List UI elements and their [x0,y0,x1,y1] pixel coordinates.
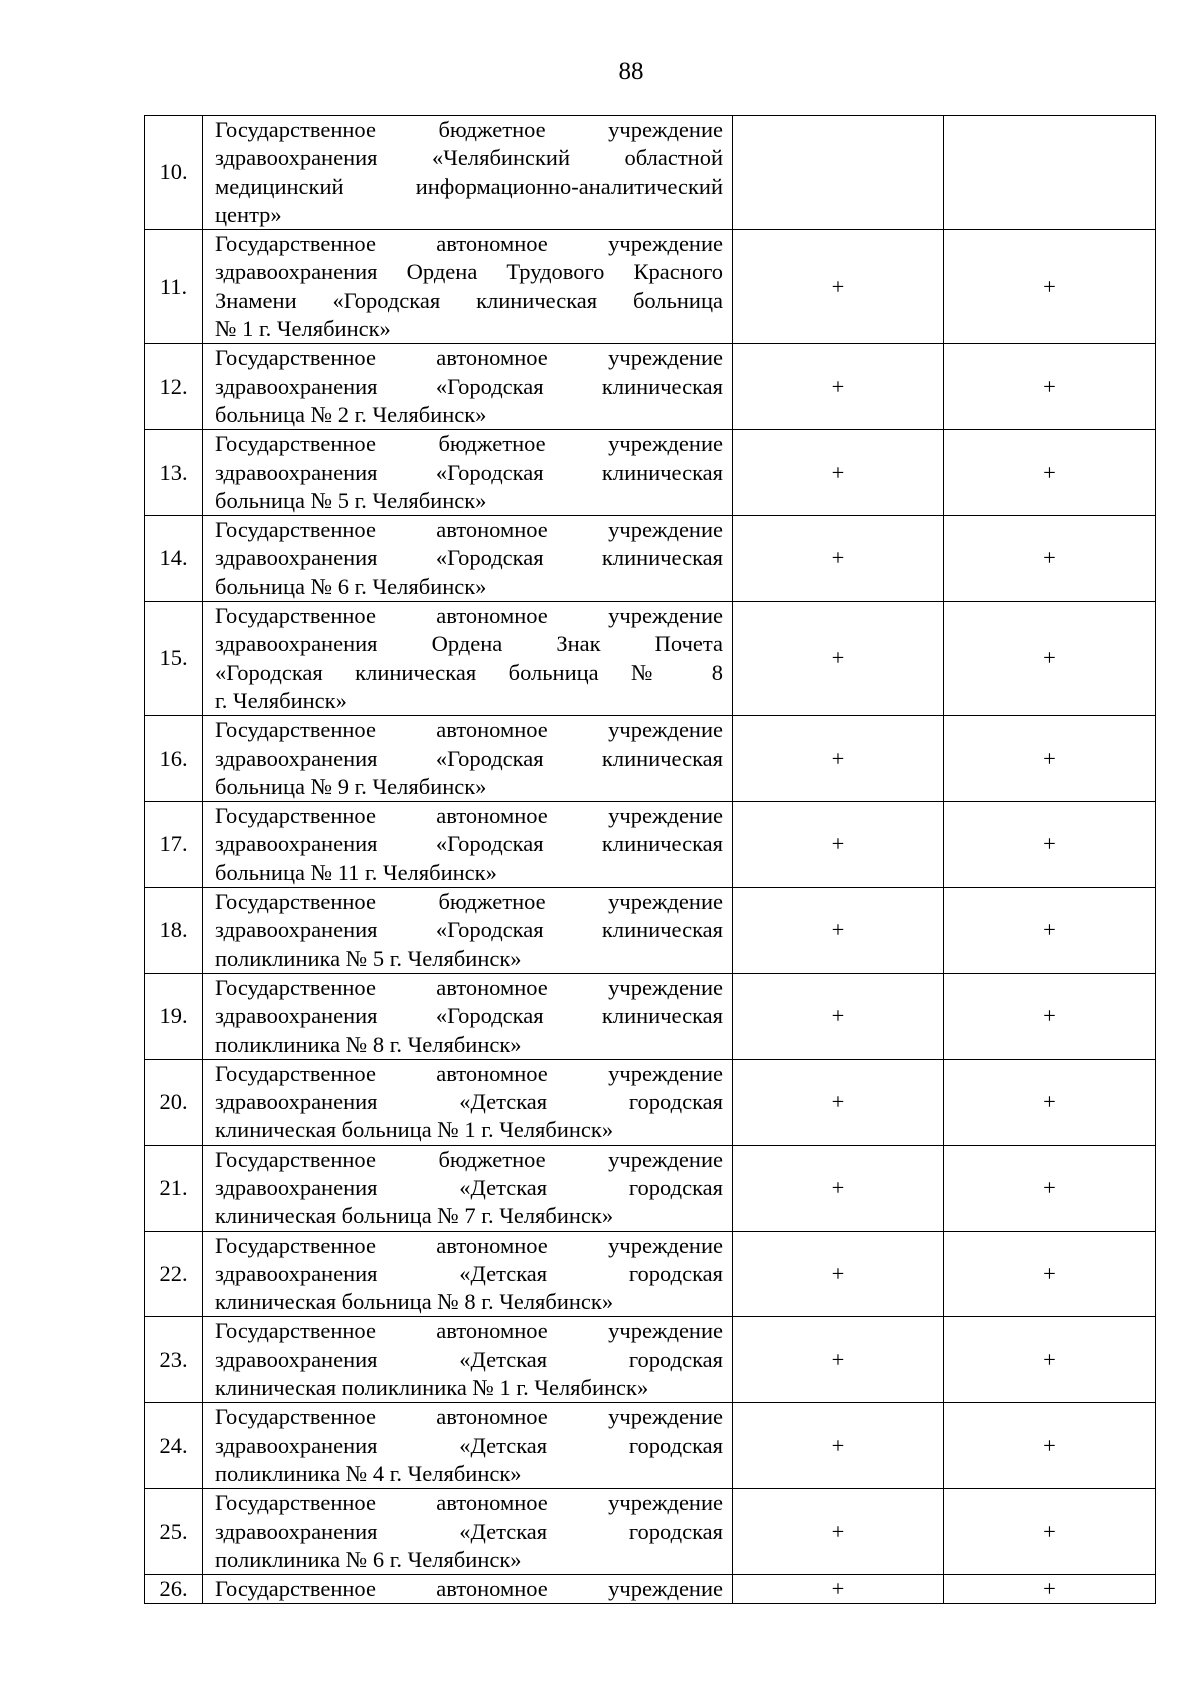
table-row [145,1059,1156,1145]
mark-column-a: + [733,888,944,974]
mark-column-b: + [944,716,1156,802]
row-number: 21. [145,1145,203,1231]
institution-name [203,344,733,430]
mark-column-b: + [944,516,1156,602]
institution-name-line: г. Челябинск» [215,687,347,713]
mark-column-b: + [944,602,1156,716]
mark-column-b: + [944,1145,1156,1231]
institution-name-line: Государственное бюджетное учреждение [215,117,723,142]
institution-name [203,716,733,802]
table-row [145,1145,1156,1231]
mark-column-a: + [733,430,944,516]
mark-column-a: + [733,230,944,344]
institution-name-line: больница № 9 г. Челябинск» [215,773,487,799]
institution-name-line: медицинский информационно-аналитический [215,173,723,199]
table-row [145,602,1156,716]
table-row [145,1489,1156,1575]
institution-name-line: больница № 11 г. Челябинск» [215,859,497,885]
institution-name [203,1489,733,1575]
table-row [145,802,1156,888]
institution-name-line: Государственное автономное учреждение [215,717,723,743]
mark-column-a: + [733,1145,944,1231]
table-row [145,973,1156,1059]
table-row [145,344,1156,430]
institution-name [203,602,733,716]
institution-name-line: Государственное автономное учреждение [215,1060,723,1086]
institution-name [203,1231,733,1317]
institution-name-line: больница № 5 г. Челябинск» [215,487,487,513]
institution-name-line: здравоохранения «Городская клиническая [215,373,723,399]
institution-name-line: Государственное автономное учреждение [215,1404,723,1430]
institution-name [203,1145,733,1231]
institution-name-line: здравоохранения «Городская клиническая [215,1003,723,1029]
institution-name-line: здравоохранения Ордена Трудового Красного [215,259,723,285]
mark-column-b: + [944,1575,1156,1604]
institution-name-line: больница № 6 г. Челябинск» [215,573,487,599]
mark-column-a: + [733,516,944,602]
institution-name [203,230,733,344]
institution-name-line: здравоохранения «Детская городская [215,1346,723,1372]
table-row [145,430,1156,516]
institution-name-line: Государственное автономное учреждение [215,517,723,543]
institution-name-line: Государственное автономное учреждение [215,1576,723,1602]
institution-name-line: клиническая больница № 7 г. Челябинск» [215,1203,614,1229]
institution-name [203,802,733,888]
mark-column-b: + [944,1231,1156,1317]
institution-name [203,1403,733,1489]
row-number: 14. [145,516,203,602]
mark-column-b: + [944,973,1156,1059]
institution-name-line: здравоохранения «Городская клиническая [215,459,723,485]
institution-name-line: Государственное автономное учреждение [215,603,723,629]
row-number: 19. [145,973,203,1059]
institution-name-line: здравоохранения «Городская клиническая [215,745,723,771]
institution-name-line: клиническая больница № 1 г. Челябинск» [215,1117,614,1143]
institution-name-line: клиническая больница № 8 г. Челябинск» [215,1289,614,1315]
mark-column-b [944,116,1156,230]
mark-column-b: + [944,888,1156,974]
mark-column-a: + [733,973,944,1059]
institution-name-line: здравоохранения «Детская городская [215,1260,723,1286]
row-number: 20. [145,1059,203,1145]
institution-name-line: поликлиника № 5 г. Челябинск» [215,945,522,971]
mark-column-b: + [944,1317,1156,1403]
institution-name [203,116,733,230]
table-row [145,1575,1156,1604]
institution-name-line: больница № 2 г. Челябинск» [215,401,487,427]
row-number: 25. [145,1489,203,1575]
row-number: 11. [145,230,203,344]
mark-column-a: + [733,1059,944,1145]
institution-name [203,888,733,974]
institution-name-line: здравоохранения «Детская городская [215,1174,723,1200]
institution-name-line: здравоохранения «Городская клиническая [215,831,723,857]
mark-column-a [733,116,944,230]
institution-name-line: Государственное автономное учреждение [215,1318,723,1344]
mark-column-b: + [944,1403,1156,1489]
mark-column-a: + [733,602,944,716]
table-row [145,888,1156,974]
mark-column-a: + [733,1575,944,1604]
institution-name-line: «Городская клиническая больница № 8 [215,659,723,685]
table-row [145,716,1156,802]
row-number: 12. [145,344,203,430]
institution-name [203,1575,733,1604]
institution-name [203,516,733,602]
institution-name-line: поликлиника № 4 г. Челябинск» [215,1460,522,1486]
institutions-table [144,115,1156,1604]
institution-name [203,430,733,516]
institution-name-line: Государственное бюджетное учреждение [215,1146,723,1172]
table-row [145,516,1156,602]
row-number: 15. [145,602,203,716]
institution-name-line: Государственное автономное учреждение [215,231,723,257]
mark-column-b: + [944,1489,1156,1575]
table-row [145,116,1156,230]
institution-name-line: здравоохранения «Детская городская [215,1432,723,1458]
institution-name [203,1059,733,1145]
institution-name-line: Государственное автономное учреждение [215,1232,723,1258]
row-number: 16. [145,716,203,802]
institution-name-line: Знамени «Городская клиническая больница [215,287,723,313]
row-number: 22. [145,1231,203,1317]
row-number: 23. [145,1317,203,1403]
page-number: 88 [618,58,644,85]
row-number: 18. [145,888,203,974]
mark-column-a: + [733,1231,944,1317]
mark-column-b: + [944,1059,1156,1145]
mark-column-a: + [733,716,944,802]
institution-name-line: Государственное автономное учреждение [215,345,723,371]
institution-name-line: здравоохранения Ордена Знак Почета [215,631,723,657]
institution-name-line: здравоохранения «Городская клиническая [215,917,723,943]
institution-name-line: Государственное автономное учреждение [215,803,723,829]
table-row [145,230,1156,344]
row-number: 17. [145,802,203,888]
table-row [145,1317,1156,1403]
row-number: 26. [145,1575,203,1604]
row-number: 13. [145,430,203,516]
institution-name-line: центр» [215,201,282,227]
institution-name-line: Государственное автономное учреждение [215,1490,723,1516]
institution-name [203,973,733,1059]
institution-name-line: Государственное автономное учреждение [215,974,723,1000]
institution-name-line: Государственное бюджетное учреждение [215,431,723,457]
institution-name-line: здравоохранения «Детская городская [215,1089,723,1115]
institution-name-line: клиническая поликлиника № 1 г. Челябинск» [215,1375,649,1401]
mark-column-b: + [944,230,1156,344]
mark-column-b: + [944,430,1156,516]
table-row [145,1231,1156,1317]
mark-column-b: + [944,344,1156,430]
mark-column-a: + [733,1317,944,1403]
row-number: 24. [145,1403,203,1489]
table-body [145,116,1156,1604]
institution-name-line: здравоохранения «Детская городская [215,1518,723,1544]
institution-name-line: № 1 г. Челябинск» [215,316,391,342]
institution-name-line: здравоохранения «Челябинский областной [215,145,723,171]
mark-column-a: + [733,1489,944,1575]
table-row [145,1403,1156,1489]
mark-column-b: + [944,802,1156,888]
mark-column-a: + [733,1403,944,1489]
institution-name-line: поликлиника № 6 г. Челябинск» [215,1546,522,1572]
institution-name-line: Государственное бюджетное учреждение [215,889,723,915]
row-number: 10. [145,116,203,230]
institution-name [203,1317,733,1403]
mark-column-a: + [733,344,944,430]
institution-name-line: здравоохранения «Городская клиническая [215,545,723,571]
mark-column-a: + [733,802,944,888]
institution-name-line: поликлиника № 8 г. Челябинск» [215,1031,522,1057]
